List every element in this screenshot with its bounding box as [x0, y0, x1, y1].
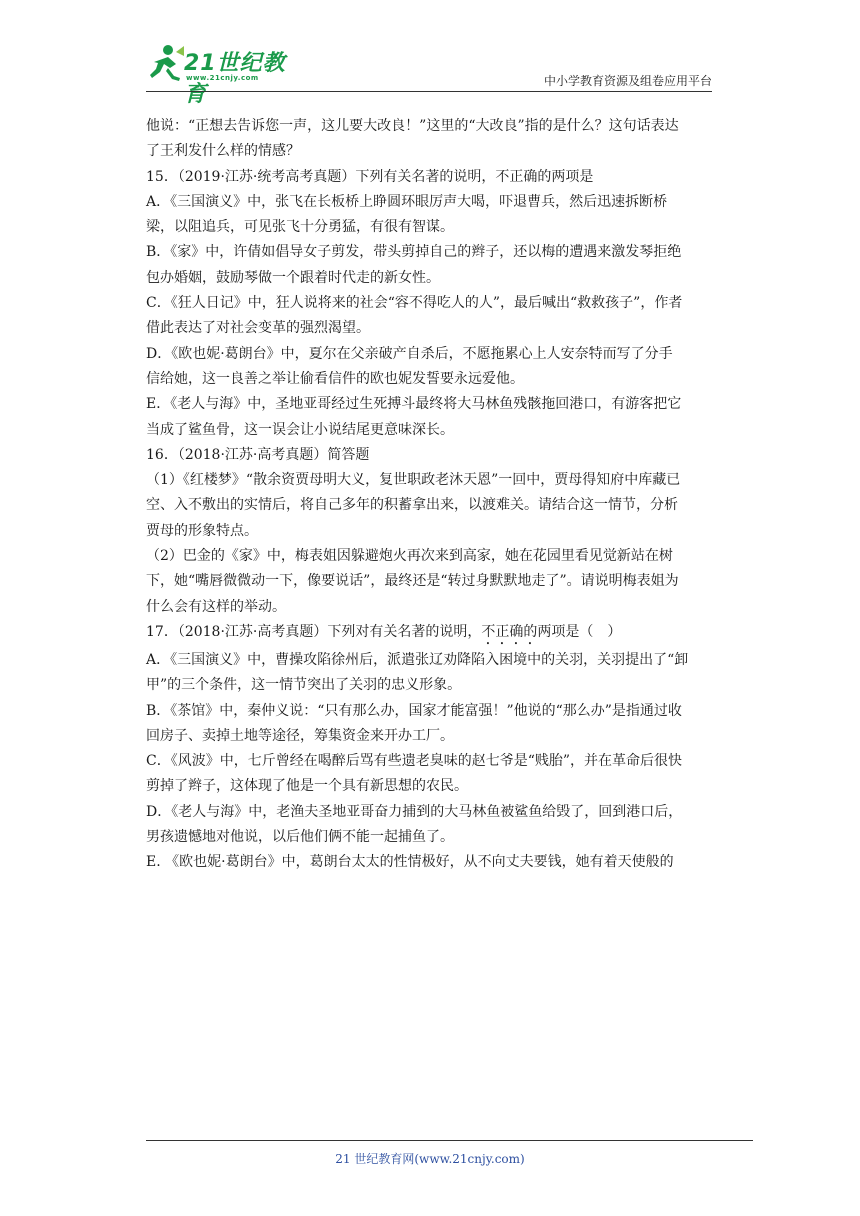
option-line: 当成了鲨鱼骨，这一误会让小说结尾更意味深长。 [146, 421, 454, 438]
header-slogan: 中小学教育资源及组卷应用平台 [543, 74, 712, 88]
footer-link[interactable]: 21 世纪教育网(www.21cnjy.com) [335, 1152, 525, 1166]
option-line: 剪掉了辫子，这体现了他是一个具有新思想的农民。 [146, 778, 468, 795]
page-header [146, 40, 712, 107]
q17-emphasis: 不正确的 [481, 623, 538, 640]
option-line: C．《狂人日记》中，狂人说将来的社会“容不得吃人的人”，最后喊出“救救孩子”，作者 [146, 295, 683, 312]
question-15-title: 15．（2019·江苏·统考高考真题）下列有关名著的说明，不正确的两项是 [146, 168, 594, 185]
sub-question-line: 下，她“嘴唇微微动一下，像要说话”，最终还是“转过身默默地走了”。请说明梅表姐为 [146, 573, 679, 590]
option-line: C．《风波》中，七斤曾经在喝醉后骂有些遗老臭味的赵七爷是“贱胎”，并在革命后很快 [146, 753, 683, 770]
text-line: 了王利发什么样的情感？ [146, 143, 300, 160]
option-line: D．《欧也妮·葛朗台》中，夏尔在父亲破产自杀后，不愿拖累心上人安奈特而写了分手 [146, 345, 673, 362]
logo-url: www.21cnjy.com [186, 74, 259, 82]
document-body [146, 114, 716, 876]
option-line: D．《老人与海》中，老渔夫圣地亚哥奋力捕到的大马林鱼被鲨鱼给毁了，回到港口后， [146, 803, 683, 820]
q17-suffix: 两项是（ ） [537, 623, 622, 640]
question-17-title [146, 620, 716, 648]
option-line: 男孩遗憾地对他说，以后他们俩不能一起捕鱼了。 [146, 829, 454, 846]
option-line: E．《老人与海》中，圣地亚哥经过生死搏斗最终将大马林鱼残骸拖回港口，有游客把它 [146, 396, 682, 413]
sub-question-line: （1）《红楼梦》“散余资贾母明大义，复世职政老沐天恩”一回中，贾母得知府中库藏已 [146, 472, 681, 489]
question-16-title: 16．（2018·江苏·高考真题）简答题 [146, 446, 370, 463]
footer-divider [146, 1140, 753, 1141]
logo [146, 42, 306, 107]
sub-question-line: （2）巴金的《家》中，梅表姐因躲避炮火再次来到高家，她在花园里看见觉新站在树 [146, 548, 673, 565]
option-line: A．《三国演义》中，张飞在长板桥上睁圆环眼厉声大喝，吓退曹兵，然后迅速拆断桥 [146, 193, 668, 210]
option-line: E. 《欧也妮·葛朗台》中，葛朗台太太的性情极好，从不向丈夫要钱，她有着天使般的 [146, 854, 674, 871]
sub-question-line: 贾母的形象特点。 [146, 522, 258, 539]
option-line: 回房子、卖掉土地等途径，筹集资金来开办工厂。 [146, 727, 454, 744]
option-line: 甲”的三个条件，这一情节突出了关羽的忠义形象。 [146, 677, 462, 694]
option-line: A．《三国演义》中，曹操攻陷徐州后，派遣张辽劝降陷入困境中的关羽，关羽提出了“卸 [146, 651, 689, 668]
text-line: 他说：“正想去告诉您一声，这儿要大改良！”这里的“大改良”指的是什么？这句话表达 [146, 118, 679, 134]
option-line: 包办婚姻，鼓励琴做一个跟着时代走的新女性。 [146, 269, 440, 286]
runner-logo-icon [146, 42, 186, 86]
option-line: 借此表达了对社会变革的强烈渴望。 [146, 320, 370, 337]
q17-prefix: 17．（2018·江苏·高考真题）下列对有关名著的说明， [146, 623, 482, 640]
option-line: B．《茶馆》中，秦仲义说：“只有那么办，国家才能富强！”他说的“那么办”是指通过收 [146, 702, 682, 719]
option-line: B．《家》中，许倩如倡导女子剪发，带头剪掉自己的辫子，还以梅的遭遇来激发琴拒绝 [146, 244, 682, 261]
sub-question-line: 什么会有这样的举动。 [146, 598, 286, 615]
option-line: 梁，以阻追兵，可见张飞十分勇猛，有很有智谋。 [146, 219, 454, 236]
logo-text: 21世纪教育 [184, 51, 286, 107]
sub-question-line: 空、入不敷出的实情后，将自己多年的积蓄拿出来，以渡难关。请结合这一情节，分析 [146, 497, 678, 514]
option-line: 信给她，这一良善之举让偷看信件的欧也妮发誓要永远爱他。 [146, 370, 524, 387]
header-divider [146, 91, 712, 92]
